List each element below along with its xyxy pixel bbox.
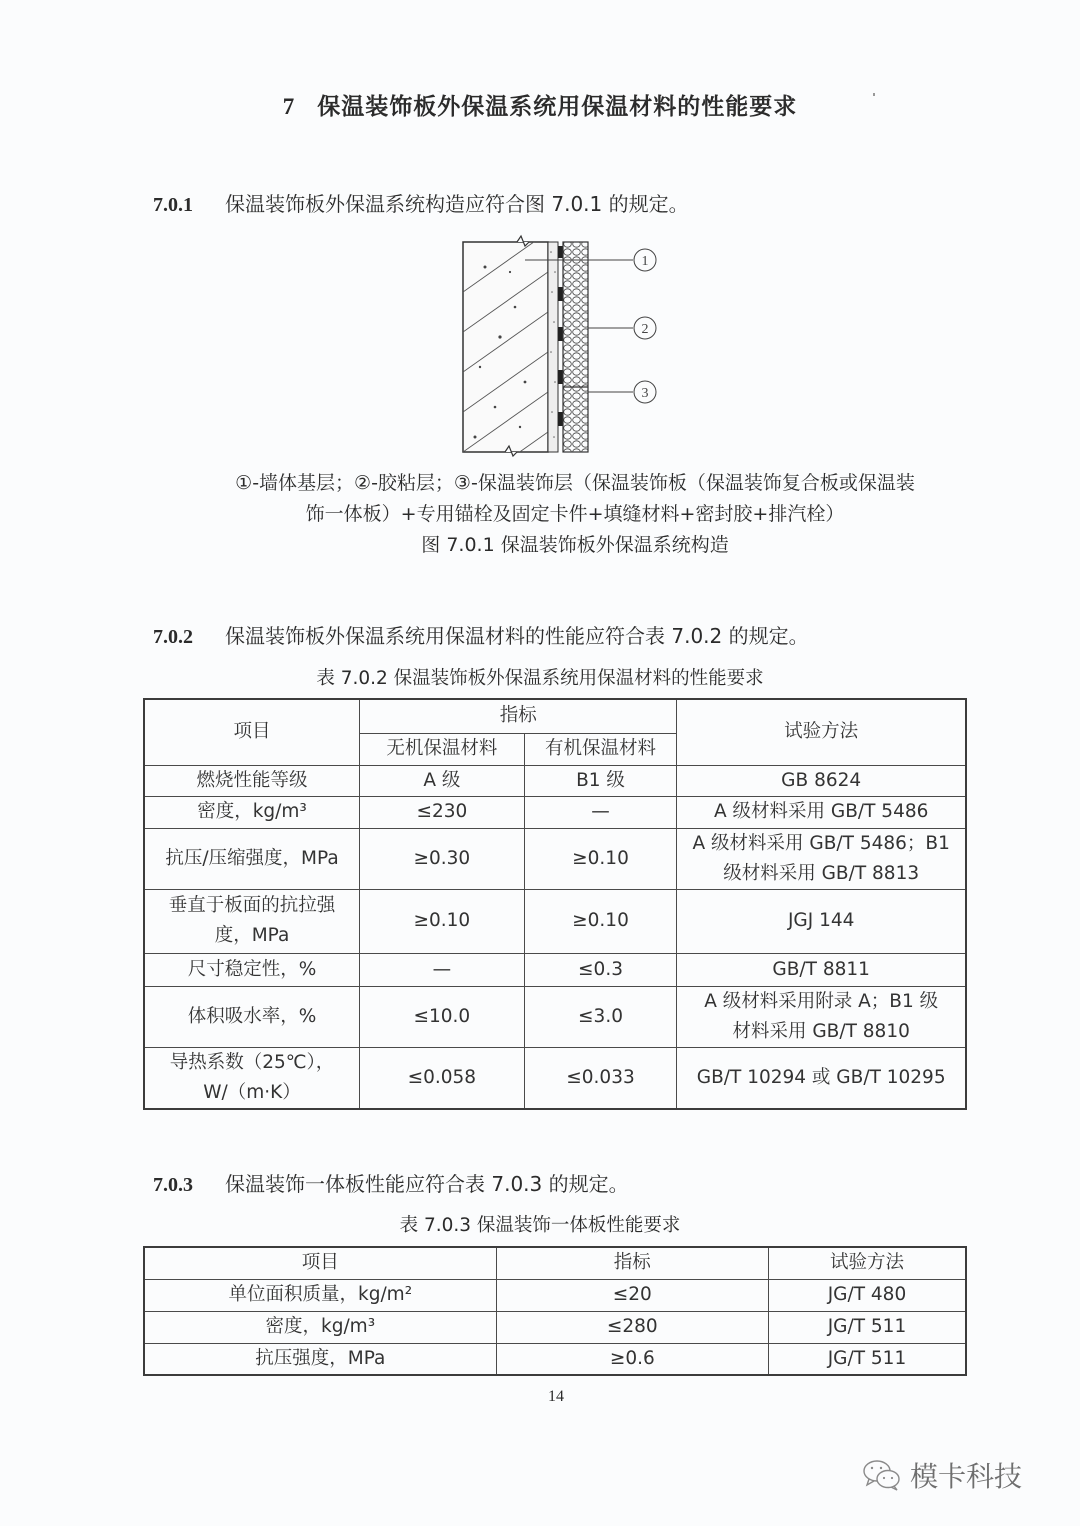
table-header-row	[144, 699, 966, 733]
wall-section-diagram	[455, 232, 685, 460]
clause-text: 保温装饰板外保温系统用保温材料的性能应符合表 7.0.2 的规定。	[225, 624, 809, 648]
cell-item-line-2: 度，MPa	[214, 925, 290, 946]
table-row	[144, 765, 966, 796]
table-row	[144, 953, 966, 986]
table-7-0-2-caption: 表 7.0.2 保温装饰板外保温系统用保温材料的性能要求	[316, 668, 764, 689]
cell-inorganic: ≥0.10	[360, 889, 525, 953]
clause-number: 7.0.1	[153, 194, 193, 216]
cell-organic: ≤0.033	[524, 1047, 677, 1109]
cell-method	[677, 986, 966, 1047]
cell-organic: B1 级	[524, 765, 677, 796]
cell-item: 抗压/压缩强度，MPa	[144, 828, 360, 889]
cell-method	[677, 828, 966, 889]
svg-text:1: 1	[641, 254, 649, 269]
header-organic: 有机保温材料	[524, 733, 677, 765]
table-7-0-2	[143, 698, 967, 1110]
watermark-text: 模卡科技	[910, 1460, 1023, 1493]
watermark	[862, 1455, 1022, 1495]
cell-inorganic: ≥0.30	[360, 828, 525, 889]
cell-inorganic: —	[360, 953, 525, 986]
cell-item: 尺寸稳定性，%	[144, 953, 360, 986]
header-inorganic: 无机保温材料	[360, 733, 525, 765]
cell-method: JG/T 511	[768, 1311, 966, 1343]
cell-organic: ≥0.10	[524, 828, 677, 889]
cell-item: 燃烧性能等级	[144, 765, 360, 796]
cell-method-line-1: A 级材料采用 GB/T 5486；B1	[692, 832, 950, 854]
cell-method-line-2: 级材料采用 GB/T 8813	[723, 862, 920, 884]
cell-method: GB/T 10294 或 GB/T 10295	[677, 1047, 966, 1109]
table-header-row	[144, 1247, 966, 1279]
cell-method: GB/T 8811	[677, 953, 966, 986]
table-7-0-3-caption: 表 7.0.3 保温装饰一体板性能要求	[399, 1215, 681, 1236]
cell-inorganic: ≤10.0	[360, 986, 525, 1047]
clause-text: 保温装饰一体板性能应符合表 7.0.3 的规定。	[225, 1172, 629, 1196]
table-row	[144, 986, 966, 1047]
cell-organic: ≥0.10	[524, 889, 677, 953]
figure-legend	[180, 468, 970, 561]
cell-indicator: ≤280	[496, 1311, 768, 1343]
figure-legend-line-2: 饰一体板）+专用锚栓及固定卡件+填缝材料+密封胶+排汽栓）	[305, 503, 845, 525]
table-row	[144, 1311, 966, 1343]
cell-item-line-1: 垂直于板面的抗拉强	[168, 895, 336, 916]
table-row	[144, 1047, 966, 1109]
cell-item: 抗压强度，MPa	[144, 1343, 496, 1375]
cell-item: 单位面积质量，kg/m²	[144, 1279, 496, 1311]
cell-inorganic: A 级	[360, 765, 525, 796]
clause-7-0-2	[153, 620, 809, 649]
cell-organic: —	[524, 796, 677, 828]
svg-text:3: 3	[641, 386, 649, 401]
chapter-number: 7	[282, 94, 296, 119]
cell-method: JG/T 480	[768, 1279, 966, 1311]
wechat-icon	[862, 1458, 902, 1492]
cell-item-line-2: W/（m·K）	[203, 1081, 301, 1103]
cell-inorganic: ≤230	[360, 796, 525, 828]
header-indicator: 指标	[496, 1247, 768, 1279]
header-method: 试验方法	[768, 1247, 966, 1279]
cell-indicator: ≤20	[496, 1279, 768, 1311]
table-row	[144, 828, 966, 889]
header-indicator: 指标	[360, 699, 677, 733]
cell-method: A 级材料采用 GB/T 5486	[677, 796, 966, 828]
cell-item	[144, 889, 360, 953]
cell-organic: ≤0.3	[524, 953, 677, 986]
header-method: 试验方法	[677, 699, 966, 765]
cell-item: 体积吸水率，%	[144, 986, 360, 1047]
figure-caption: 图 7.0.1 保温装饰板外保温系统构造	[421, 534, 729, 556]
figure-legend-line-1: ①-墙体基层；②-胶粘层；③-保温装饰层（保温装饰板（保温装饰复合板或保温装	[235, 472, 915, 494]
cell-inorganic: ≤0.058	[360, 1047, 525, 1109]
cell-method: JG/T 511	[768, 1343, 966, 1375]
table-row	[144, 889, 966, 953]
header-item: 项目	[144, 699, 360, 765]
cell-item	[144, 1047, 360, 1109]
table-7-0-3	[143, 1246, 967, 1376]
cell-item: 密度，kg/m³	[144, 1311, 496, 1343]
clause-7-0-1	[153, 188, 689, 217]
clause-number: 7.0.3	[153, 1174, 193, 1196]
table-row	[144, 1343, 966, 1375]
clause-number: 7.0.2	[153, 626, 193, 648]
cell-method-line-2: 材料采用 GB/T 8810	[732, 1020, 910, 1042]
header-item: 项目	[144, 1247, 496, 1279]
cell-organic: ≤3.0	[524, 986, 677, 1047]
table-row	[144, 1279, 966, 1311]
cell-item-line-1: 导热系数（25℃），	[169, 1051, 335, 1073]
cell-method-line-1: A 级材料采用附录 A；B1 级	[704, 990, 939, 1012]
chapter-title-text: 保温装饰板外保温系统用保温材料的性能要求	[317, 94, 798, 120]
table-row	[144, 796, 966, 828]
page-number: 14	[548, 1388, 564, 1405]
cell-indicator: ≥0.6	[496, 1343, 768, 1375]
cell-method: GB 8624	[677, 765, 966, 796]
cell-item: 密度，kg/m³	[144, 796, 360, 828]
cell-method: JGJ 144	[677, 889, 966, 953]
clause-text: 保温装饰板外保温系统构造应符合图 7.0.1 的规定。	[225, 192, 689, 216]
clause-7-0-3	[153, 1168, 629, 1197]
chapter-title	[0, 88, 1080, 121]
svg-text:2: 2	[641, 322, 649, 337]
